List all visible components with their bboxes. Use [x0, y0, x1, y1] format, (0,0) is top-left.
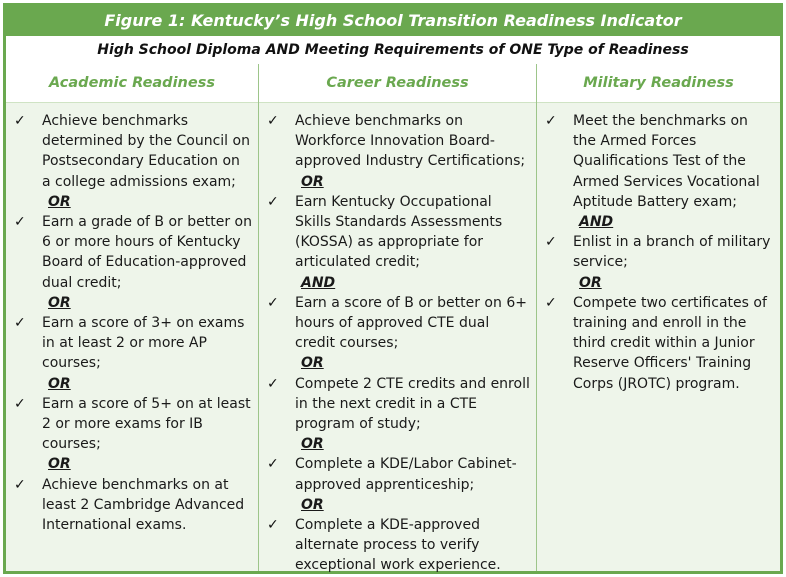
requirement-text: Enlist in a branch of military service; — [573, 234, 771, 271]
requirement-item — [12, 394, 252, 455]
requirement-item — [265, 111, 530, 172]
requirement-item — [12, 111, 252, 192]
requirement-text: Achieve benchmarks determined by the Council on Postsecondary Education on a college admissions exam; — [42, 113, 250, 190]
conjunction-label: OR — [48, 375, 71, 392]
checkmark-icon: ✓ — [267, 517, 279, 534]
requirement-text: Meet the benchmarks on the Armed Forces Qualifications Test of the Armed Services Vocational Aptitude Battery exam; — [573, 113, 760, 210]
readiness-figure — [3, 3, 783, 574]
column-career — [259, 64, 537, 574]
conjunction-label: OR — [48, 193, 71, 210]
requirement-text: Complete a KDE/Labor Cabinet-approved apprenticeship; — [295, 456, 517, 493]
requirement-text: Earn Kentucky Occupational Skills Standards Assessments (KOSSA) as appropriate for articulated credit; — [295, 193, 503, 271]
requirement-item — [265, 293, 530, 354]
requirement-text: Achieve benchmarks on at least 2 Cambridge Advanced International exams. — [42, 476, 245, 534]
requirement-item — [265, 374, 530, 435]
conjunction-label: AND — [579, 214, 614, 231]
requirement-text: Compete two certificates of training and enroll in the third credit within a Junior Reserve Officers' Training Corps (JROTC) program. — [573, 294, 767, 392]
conjunction-label: OR — [48, 294, 71, 311]
requirement-item — [265, 515, 530, 576]
requirement-text: Achieve benchmarks on Workforce Innovation Board-approved Industry Certifications; — [295, 113, 526, 170]
conjunction-label: OR — [48, 456, 71, 473]
column-body — [537, 103, 780, 394]
conjunction-label: OR — [301, 496, 324, 513]
checkmark-icon: ✓ — [14, 395, 26, 412]
requirement-text: Earn a score of 5+ on at least 2 or more exams for IB courses; — [42, 395, 251, 453]
checkmark-icon: ✓ — [267, 456, 279, 473]
figure-subtitle: High School Diploma AND Meeting Requirements of ONE Type of Readiness — [97, 42, 689, 58]
column-heading: Military Readiness — [537, 64, 780, 103]
column-heading: Career Readiness — [259, 64, 536, 103]
column-military — [537, 64, 780, 571]
checkmark-icon: ✓ — [267, 113, 279, 129]
conjunction-label: OR — [301, 436, 324, 453]
requirement-item — [543, 232, 774, 272]
conjunction-label: OR — [301, 173, 324, 190]
checkmark-icon: ✓ — [14, 113, 26, 129]
checkmark-icon: ✓ — [14, 476, 26, 493]
checkmark-icon: ✓ — [14, 214, 26, 231]
conjunction-label: OR — [301, 355, 324, 372]
requirement-text: Earn a score of 3+ on exams in at least 2 or more AP courses; — [42, 315, 245, 372]
requirement-item — [265, 454, 530, 494]
requirement-text: Earn a grade of B or better on 6 or more hours of Kentucky Board of Education-approved dual credit; — [42, 214, 252, 291]
requirement-text: Earn a score of B or better on 6+ hours of approved CTE dual credit courses; — [295, 294, 527, 352]
checkmark-icon: ✓ — [14, 315, 26, 332]
column-body — [259, 103, 536, 576]
checkmark-icon: ✓ — [545, 113, 557, 129]
requirement-text: Complete a KDE-approved alternate process to verify exceptional work experience. — [295, 517, 501, 574]
figure-title: Figure 1: Kentucky’s High School Transition Readiness Indicator — [6, 6, 780, 36]
column-academic — [6, 64, 259, 571]
requirement-item — [12, 475, 252, 536]
requirement-item — [543, 293, 774, 394]
requirement-item — [265, 192, 530, 273]
checkmark-icon: ✓ — [267, 294, 279, 311]
checkmark-icon: ✓ — [267, 193, 279, 210]
readiness-columns — [6, 64, 780, 574]
checkmark-icon: ✓ — [267, 375, 279, 392]
requirement-item — [12, 212, 252, 293]
column-body — [6, 103, 258, 535]
checkmark-icon: ✓ — [545, 294, 557, 311]
conjunction-label: AND — [301, 274, 336, 291]
requirement-text: Compete 2 CTE credits and enroll in the next credit in a CTE program of study; — [295, 375, 530, 433]
conjunction-label: OR — [579, 274, 602, 291]
requirement-item — [12, 313, 252, 374]
column-heading: Academic Readiness — [6, 64, 258, 103]
requirement-item — [543, 111, 774, 212]
checkmark-icon: ✓ — [545, 234, 557, 251]
